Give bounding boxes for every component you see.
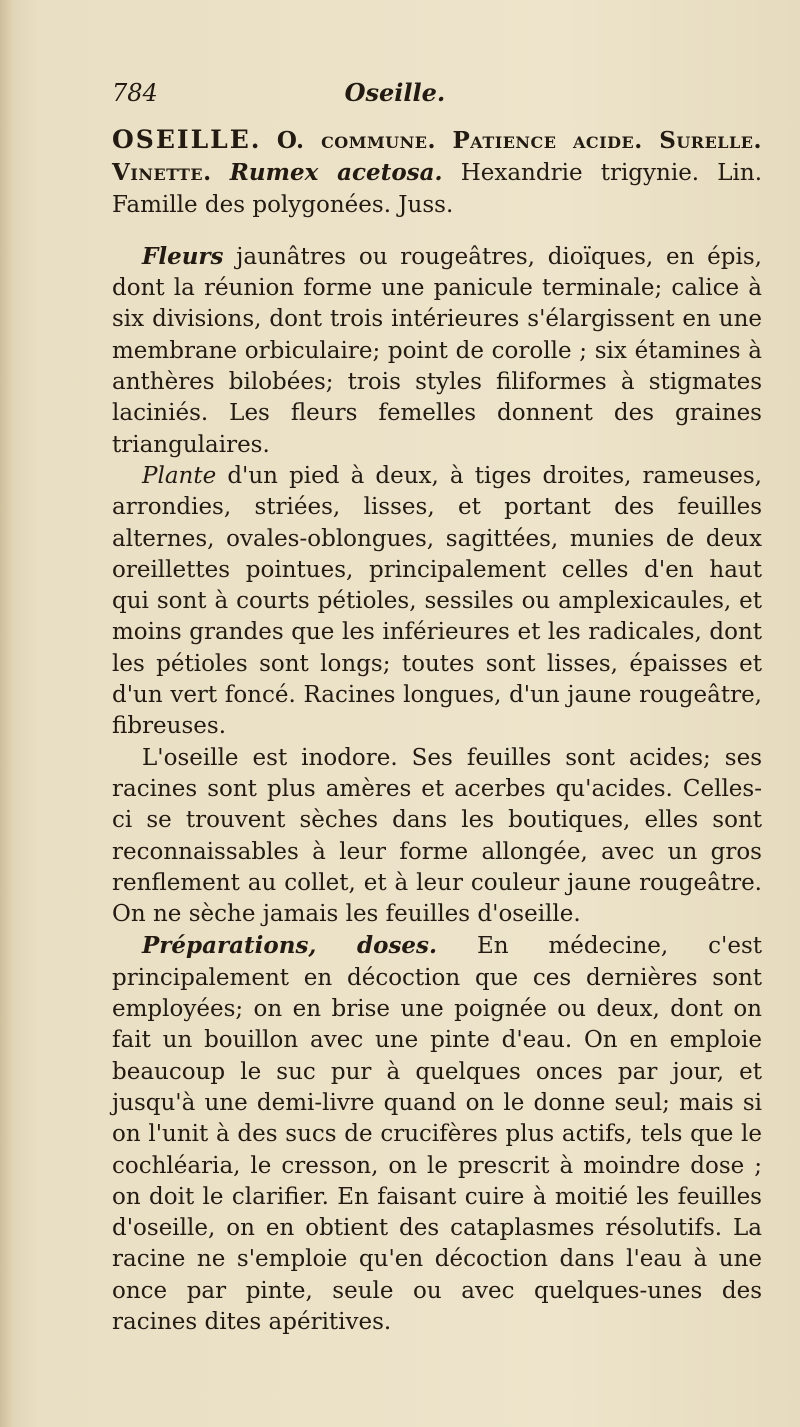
label-preparations: Préparations, doses.: [142, 932, 438, 960]
paragraph-fleurs: [112, 241, 762, 461]
label-plante: Plante: [142, 462, 217, 489]
text-preparations: En médecine, c'est principalement en décoction que ces dernières sont employées; on en brise une poignée ou deux, dont on fait un bouillon avec une pinte d'eau. On en emploie beaucoup le suc pur à quelques onces par jour, et jusqu'à une demi-livre quand on le donne seul; mais si on l'unit à des sucs de crucifères plus actifs, tels que le cochléaria, le cresson, on le prescrit à moindre dose ; on doit le clarifier. En faisant cuire à moitié les feuilles d'oseille, on en obtient des cataplasmes résolutifs. La racine ne s'emploie qu'en décoction dans l'eau à une once par pinte, seule ou avec quelques-unes des racines dites apéritives.: [112, 933, 762, 1335]
text-plante: d'un pied à deux, à tiges droites, rameuses, arrondies, striées, lisses, et portant des feuilles alternes, ovales-oblongues, sagittées, munies de deux oreillettes pointues, principalement celles d'en haut qui sont à courts pétioles, sessiles ou amplexicaules, et moins grandes que les inférieures et les radicales, dont les pétioles sont longs; toutes sont lisses, épaisses et d'un vert foncé. Racines longues, d'un jaune rougeâtre, fibreuses.: [112, 462, 762, 740]
page-edge-shadow: [0, 0, 14, 1427]
label-fleurs: Fleurs: [142, 242, 224, 270]
text-fleurs: jaunâtres ou rougeâtres, dioïques, en épis, dont la réunion forme une panicule terminale; calice à six divisions, dont trois intérieures s'élargissent en une membrane orbiculaire; point de corolle ; six étamines à anthères bilobées; trois styles filiformes à stigmates laciniés. Les fleurs femelles donnent des graines triangulaires.: [112, 243, 762, 458]
paragraph-plante: [112, 461, 762, 743]
running-title: Oseille.: [344, 78, 446, 107]
common-names: O. commune. Patience acide. Surelle.: [276, 127, 762, 154]
text-block: [112, 124, 762, 1338]
synonym: Vinette.: [112, 159, 212, 187]
latin-name: Rumex acetosa.: [229, 159, 443, 187]
headword: OSEILLE.: [112, 125, 262, 154]
running-head: [112, 78, 672, 108]
text-oseille: L'oseille est inodore. Ses feuilles sont acides; ses racines sont plus amères et acerbes qu'acides. Celles-ci se trouvent sèches dans les boutiques, elles sont reconnaissables à leur forme allongée, avec un gros renflement au collet, et à leur couleur jaune rougeâtre. On ne sèche jamais les feuilles d'oseille.: [112, 744, 762, 928]
paragraph-preparations: [112, 930, 762, 1338]
entry-heading: [112, 124, 762, 221]
page-number: 784: [112, 79, 158, 107]
classification: Hexandrie trigynie. Lin.: [460, 160, 763, 187]
family: Famille des polygonées. Juss.: [112, 191, 454, 218]
paragraph-oseille: [112, 743, 762, 931]
